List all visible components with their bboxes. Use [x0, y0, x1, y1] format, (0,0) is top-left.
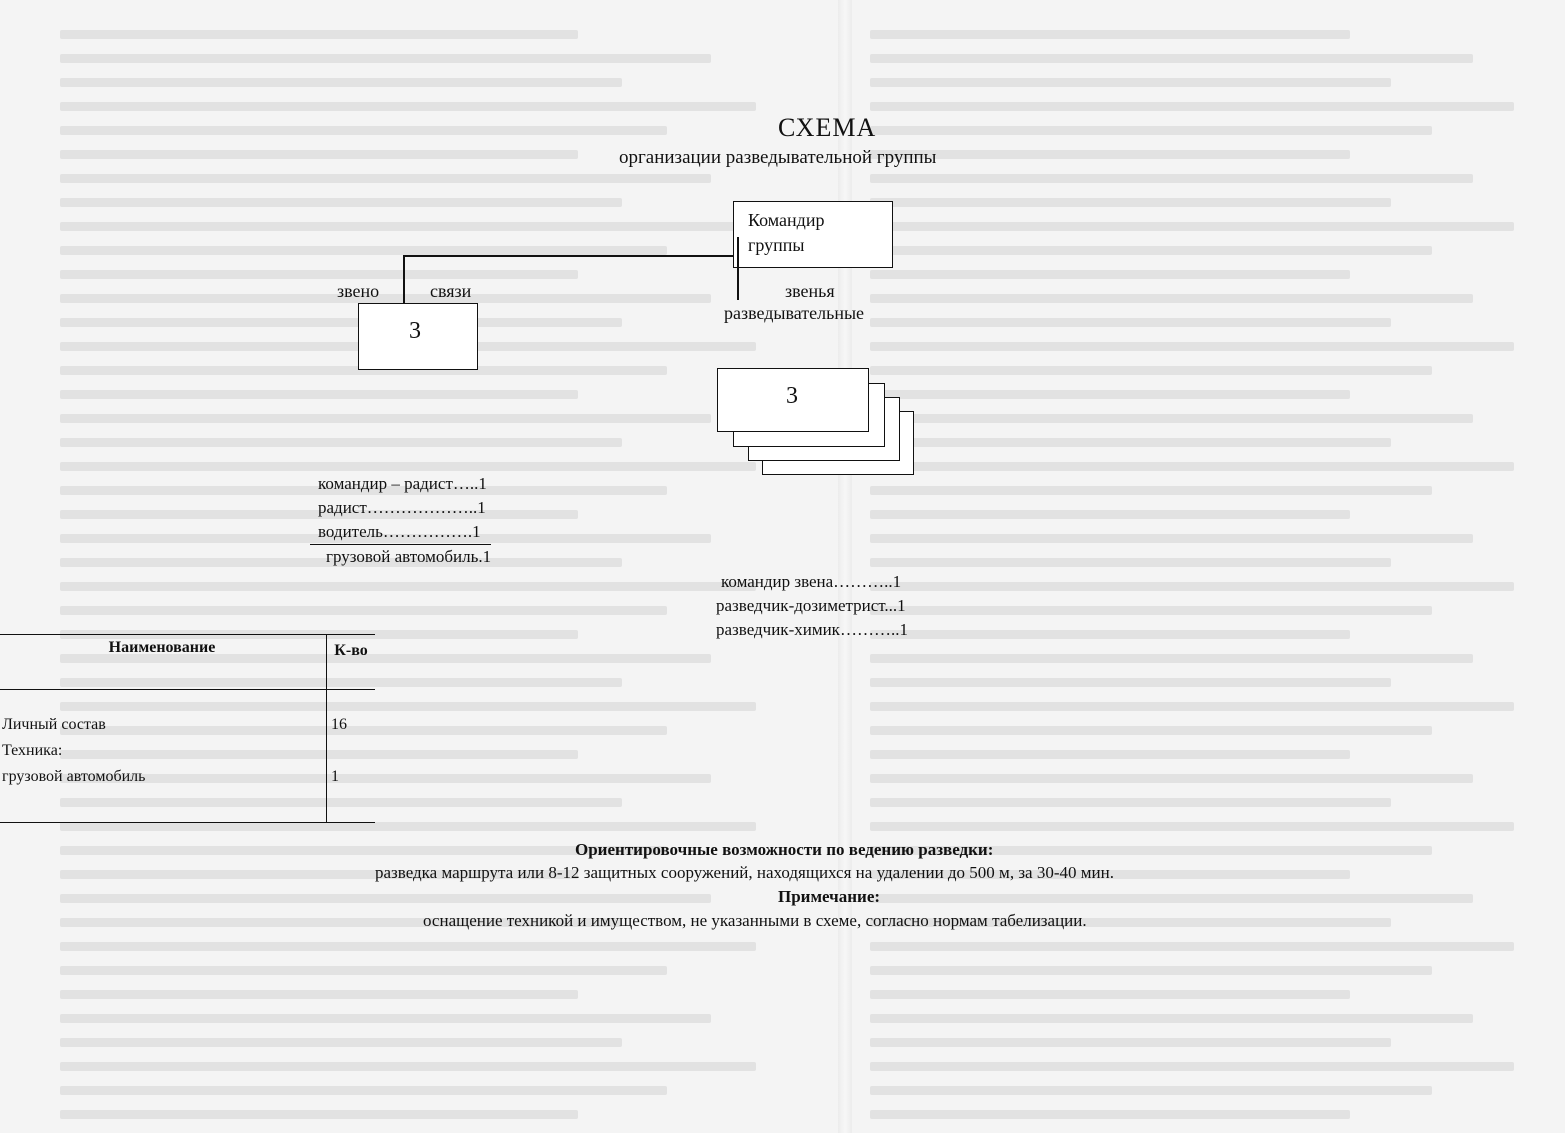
bleed-line: [870, 822, 1514, 831]
bleed-line: [60, 102, 756, 111]
bleed-line: [870, 30, 1350, 39]
bleed-line: [60, 606, 667, 615]
bleed-line: [60, 438, 622, 447]
bleed-line: [60, 78, 622, 87]
bleed-line: [60, 150, 578, 159]
bleed-line: [870, 174, 1473, 183]
table-header-row: [0, 635, 375, 690]
bleed-line: [870, 438, 1391, 447]
bleed-line: [870, 582, 1514, 591]
bleed-line: [870, 774, 1473, 783]
bleed-line: [870, 462, 1514, 471]
bleed-line: [60, 582, 756, 591]
bleed-line: [60, 414, 711, 423]
comm-unit-label-2: связи: [430, 281, 472, 301]
bleed-line: [60, 390, 578, 399]
bleed-line: [870, 342, 1514, 351]
bleed-line: [60, 990, 578, 999]
bleed-line: [60, 30, 578, 39]
bleed-line: [60, 1110, 578, 1119]
bleed-line: [60, 174, 711, 183]
bleed-line: [870, 1110, 1350, 1119]
staff-item: водитель…………….1: [318, 522, 481, 541]
bleed-line: [60, 894, 711, 903]
staff-item: командир звена………..1: [721, 572, 902, 591]
page-fold: [838, 0, 852, 1133]
bleed-line: [870, 654, 1473, 663]
bleed-line: [60, 1014, 711, 1023]
bleed-line: [60, 1038, 622, 1047]
bleed-line: [870, 510, 1350, 519]
bleed-line: [870, 150, 1350, 159]
bleed-line: [870, 990, 1350, 999]
bleed-line: [60, 1086, 667, 1095]
capabilities-text: разведка маршрута или 8-12 защитных сооружений, находящихся на удалении до 500 м, за 30-40 мин.: [375, 863, 1114, 882]
bleed-line: [60, 270, 578, 279]
bleed-line: [60, 222, 756, 231]
capabilities-heading: Ориентировочные возможности по ведению разведки:: [575, 840, 994, 859]
table-header-name: Наименование: [0, 635, 327, 690]
bleed-line: [870, 534, 1473, 543]
bleed-line: [870, 894, 1473, 903]
recon-unit-staff: [716, 570, 908, 642]
bleed-line: [870, 558, 1391, 567]
bleed-line: [870, 1062, 1514, 1071]
bleed-line: [870, 198, 1391, 207]
recon-unit-count: 3: [786, 383, 798, 409]
bleed-line: [870, 102, 1514, 111]
bleed-line: [870, 750, 1350, 759]
bleed-line: [870, 54, 1473, 63]
bleed-line: [60, 126, 667, 135]
bleed-line: [60, 54, 711, 63]
recon-unit-box-1: [717, 368, 869, 432]
staff-item: разведчик-дозиметрист...1: [716, 596, 906, 615]
bleed-line: [60, 966, 667, 975]
connector-recon-vertical: [737, 237, 739, 300]
bleed-line: [870, 1038, 1391, 1047]
bleed-line: [870, 390, 1350, 399]
comm-unit-count: 3: [409, 318, 421, 344]
comm-unit-box: [358, 303, 478, 370]
connector-comm-vertical: [403, 255, 405, 305]
bleed-line: [870, 366, 1432, 375]
bleed-line: [870, 606, 1432, 615]
bleed-line: [870, 246, 1432, 255]
bleed-line: [870, 78, 1391, 87]
recon-units-label-2: разведывательные: [724, 303, 865, 323]
bleed-line: [870, 966, 1432, 975]
bleed-line: [870, 126, 1432, 135]
bleed-line: [870, 942, 1514, 951]
bleed-line: [60, 318, 622, 327]
recon-units-label-1: звенья: [785, 281, 835, 301]
bleed-line: [870, 630, 1350, 639]
bleed-line: [60, 462, 756, 471]
comm-unit-staff: [318, 472, 491, 569]
page-subtitle: организации разведывательной группы: [619, 147, 937, 168]
bleed-line: [870, 798, 1391, 807]
staff-item: грузовой автомобиль.1: [310, 544, 491, 569]
commander-label: Командир группы: [748, 210, 825, 255]
bleed-line: [870, 678, 1391, 687]
staff-item: радист………………..1: [318, 498, 486, 517]
page-title: СХЕМА: [778, 113, 877, 142]
bleed-line: [60, 1062, 756, 1071]
summary-table: [0, 634, 375, 823]
note-text: оснащение техникой и имуществом, не указанными в схеме, согласно нормам табелизации.: [423, 911, 1087, 930]
bleed-line: [60, 822, 756, 831]
bleed-line: [870, 1086, 1432, 1095]
bleed-line: [870, 222, 1514, 231]
bleed-line: [60, 246, 667, 255]
commander-box: [733, 201, 893, 268]
table-row: грузовой автомобиль 1: [0, 768, 375, 794]
table-row: Личный состав 16: [0, 716, 375, 742]
bleed-line: [870, 414, 1473, 423]
bleed-line: [870, 294, 1473, 303]
note-heading: Примечание:: [778, 887, 881, 906]
staff-item: командир – радист…..1: [318, 474, 487, 493]
bleed-line: [870, 726, 1432, 735]
connector-horizontal: [403, 255, 733, 257]
bleed-line: [870, 1014, 1473, 1023]
staff-item: разведчик-химик………..1: [716, 620, 908, 639]
bleed-line: [60, 294, 711, 303]
bleed-line: [870, 702, 1514, 711]
table-row: Техника:: [0, 742, 375, 768]
bleed-line: [870, 486, 1432, 495]
bleed-line: [870, 318, 1391, 327]
comm-unit-label-1: звено: [337, 281, 380, 301]
table-header-qty: К-во: [327, 635, 376, 690]
bleed-line: [870, 270, 1350, 279]
bleed-line: [60, 942, 756, 951]
bleed-line: [60, 198, 622, 207]
